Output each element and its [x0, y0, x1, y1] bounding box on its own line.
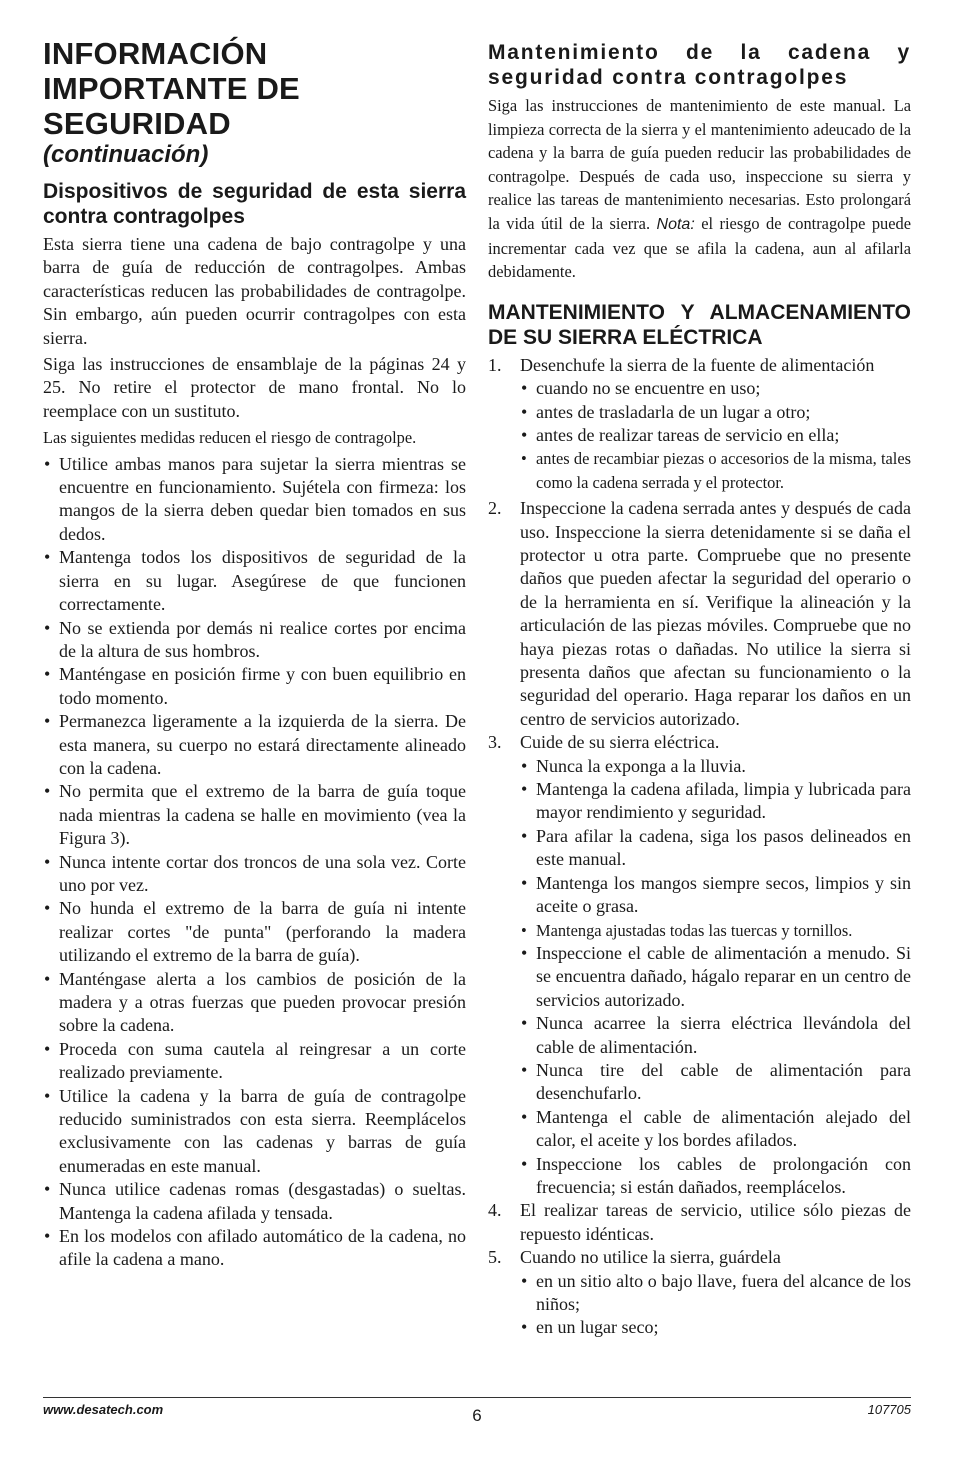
numbered-step-1: [488, 354, 911, 494]
list-item: • Nunca intente cortar dos troncos de una sola vez. Corte uno por vez.: [43, 851, 466, 898]
step-text: Inspeccione la cadena serrada antes y después de cada uso. Inspeccione la sierra detenidamente si se daña el protector u otra parte. Compruebe que no presente daños que pueden afectar la seguridad del operario o de la herramienta en sí. Verifique la alineación y la articulación de las piezas móviles. Compruebe que no haya piezas rotas o dañadas. No utilice la sierra si presenta daños que afectan su funcionamiento o la seguridad del operario. Haga reparar los daños en un centro de servicios autorizado.: [520, 498, 911, 729]
list-item: • Mantenga los mangos siempre secos, limpios y sin aceite o grasa.: [520, 872, 911, 919]
list-item: • Nunca tire del cable de alimentación para desenchufarlo.: [520, 1059, 911, 1106]
list-item: • cuando no se encuentre en uso;: [520, 377, 911, 400]
list-item: • Inspeccione el cable de alimentación a menudo. Si se encuentra dañado, hágalo reparar en un centro de servicios autorizado.: [520, 942, 911, 1012]
numbered-step-2: [488, 497, 911, 731]
list-item: • Proceda con suma cautela al reingresar a un corte realizado previamente.: [43, 1038, 466, 1085]
step-number: 5.: [488, 1247, 502, 1268]
step-number: 2.: [488, 498, 502, 519]
list-item: • En los modelos con afilado automático de la cadena, no afile la cadena a mano.: [43, 1225, 466, 1272]
left-column: [43, 36, 466, 1272]
note-label: Nota:: [656, 215, 695, 233]
document-number: 107705: [867, 1402, 911, 1417]
list-item: • antes de realizar tareas de servicio en ella;: [520, 424, 911, 447]
page-number: 6: [472, 1406, 482, 1425]
numbered-step-3: [488, 731, 911, 1199]
list-item: • Inspeccione los cables de prolongación con frecuencia; si están dañados, reemplácelos.: [520, 1153, 911, 1200]
step-sublist: [520, 755, 911, 1200]
footer-divider: [43, 1397, 911, 1398]
section-heading-safety-devices: Dispositivos de seguridad de esta sierra contra contragolpes: [43, 180, 466, 228]
list-item: • antes de recambiar piezas o accesorios de la misma, tales como la cadena serrada y el protector.: [520, 447, 911, 494]
list-item: • Nunca utilice cadenas romas (desgastadas) o sueltas. Mantenga la cadena afilada y tensada.: [43, 1178, 466, 1225]
kickback-measures-list: [43, 453, 466, 1272]
right-column: [488, 40, 911, 1340]
step-number: 1.: [488, 354, 502, 375]
footer-url: www.desatech.com: [43, 1402, 164, 1417]
list-item: • Permanezca ligeramente a la izquierda de la sierra. De esta manera, su cuerpo no estará directamente alineado con la cadena.: [43, 710, 466, 780]
step-sublist: [520, 377, 911, 494]
list-item: • Utilice la cadena y la barra de guía de contragolpe reducido suministrados con esta sierra. Reemplácelos exclusivamente con las cadenas y barras de guía enumeradas en este manual.: [43, 1085, 466, 1179]
paragraph-assembly: Siga las instrucciones de ensamblaje de la páginas 24 y 25. No retire el protector de mano frontal. No lo reemplace con un sustituto.: [43, 354, 466, 421]
page-subtitle: (continuación): [43, 141, 209, 168]
page-title: [43, 36, 466, 141]
list-item: • Manténgase en posición firme y con buen equilibrio en todo momento.: [43, 663, 466, 710]
chain-maintenance-text: Siga las instrucciones de mantenimiento de este manual. La limpieza correcta de la sierra y el mantenimiento adeucado de la cadena y la barra de guía pueden reducir las probabilidades de contragolpe. Después de cada uso, inspeccione su sierra y realice las tareas de mantenimiento necesarias. Esto prolongará la vida útil de la sierra.: [488, 96, 911, 233]
step-text: Cuando no utilice la sierra, guárdela: [520, 1247, 781, 1268]
step-text: El realizar tareas de servicio, utilice sólo piezas de repuesto idénticas.: [520, 1200, 911, 1244]
list-item: • Utilice ambas manos para sujetar la sierra mientras se encuentre en funcionamiento. Sujétela con firmeza: los mangos de la sierra deben quedar bien tomados en sus dedos.: [43, 453, 466, 547]
list-item: • No se extienda por demás ni realice cortes por encima de la altura de sus hombros.: [43, 617, 466, 664]
step-text: Desenchufe la sierra de la fuente de alimentación: [520, 354, 875, 375]
numbered-step-4: [488, 1199, 911, 1246]
step-text: Cuide de su sierra eléctrica.: [520, 732, 720, 753]
list-item: • Nunca acarree la sierra eléctrica llevándola del cable de alimentación.: [520, 1012, 911, 1059]
list-item: • antes de trasladarla de un lugar a otro;: [520, 401, 911, 424]
title-line-2: IMPORTANTE DE: [43, 71, 300, 106]
maintenance-steps-list: [488, 354, 911, 1340]
list-item: • No permita que el extremo de la barra de guía toque nada mientras la cadena se halle en movimiento (vea la Figura 3).: [43, 780, 466, 850]
list-item: • Mantenga el cable de alimentación alejado del calor, el aceite y los bordes afilados.: [520, 1106, 911, 1153]
paragraph-measures: Las siguientes medidas reducen el riesgo de contragolpe.: [43, 428, 417, 448]
section-heading-storage: MANTENIMIENTO Y ALMACENAMIENTO DE SU SIERRA ELÉCTRICA: [488, 300, 911, 349]
note-text: el riesgo de contragolpe puede incrementar cada vez que se afila la cadena, aun al afilarla debidamente.: [488, 213, 911, 282]
title-line-1: INFORMACIÓN: [43, 36, 268, 71]
step-number: 3.: [488, 732, 502, 753]
step-sublist: [520, 1270, 911, 1340]
numbered-step-5: [488, 1246, 911, 1340]
paragraph-chain-maintenance: [488, 94, 911, 284]
list-item: • Mantenga ajustadas todas las tuercas y tornillos.: [520, 919, 911, 942]
list-item: • Mantenga todos los dispositivos de seguridad de la sierra en su lugar. Asegúrese de que funcionen correctamente.: [43, 546, 466, 616]
list-item: • Para afilar la cadena, siga los pasos delineados en este manual.: [520, 825, 911, 872]
list-item: • en un sitio alto o bajo llave, fuera del alcance de los niños;: [520, 1270, 911, 1317]
step-number: 4.: [488, 1200, 502, 1221]
list-item: • Mantenga la cadena afilada, limpia y lubricada para mayor rendimiento y seguridad.: [520, 778, 911, 825]
list-item: • Nunca la exponga a la lluvia.: [520, 755, 911, 778]
list-item: • en un lugar seco;: [520, 1316, 911, 1339]
list-item: • No hunda el extremo de la barra de guía ni intente realizar cortes "de punta" (perforando la madera utilizando el extremo de la barra de guía).: [43, 897, 466, 967]
section-heading-chain-maintenance: Mantenimiento de la cadena y seguridad contra contragolpes: [488, 41, 911, 89]
paragraph-intro: Esta sierra tiene una cadena de bajo contragolpe y una barra de guía de reducción de contragolpes. Ambas características reducen las probabilidades de contragolpe. Sin embargo, aún pueden ocurrir contragolpes con esta sierra.: [43, 234, 466, 348]
title-line-3: SEGURIDAD: [43, 106, 231, 141]
list-item: • Manténgase alerta a los cambios de posición de la madera y a otras fuerzas que pueden provocar presión sobre la cadena.: [43, 968, 466, 1038]
